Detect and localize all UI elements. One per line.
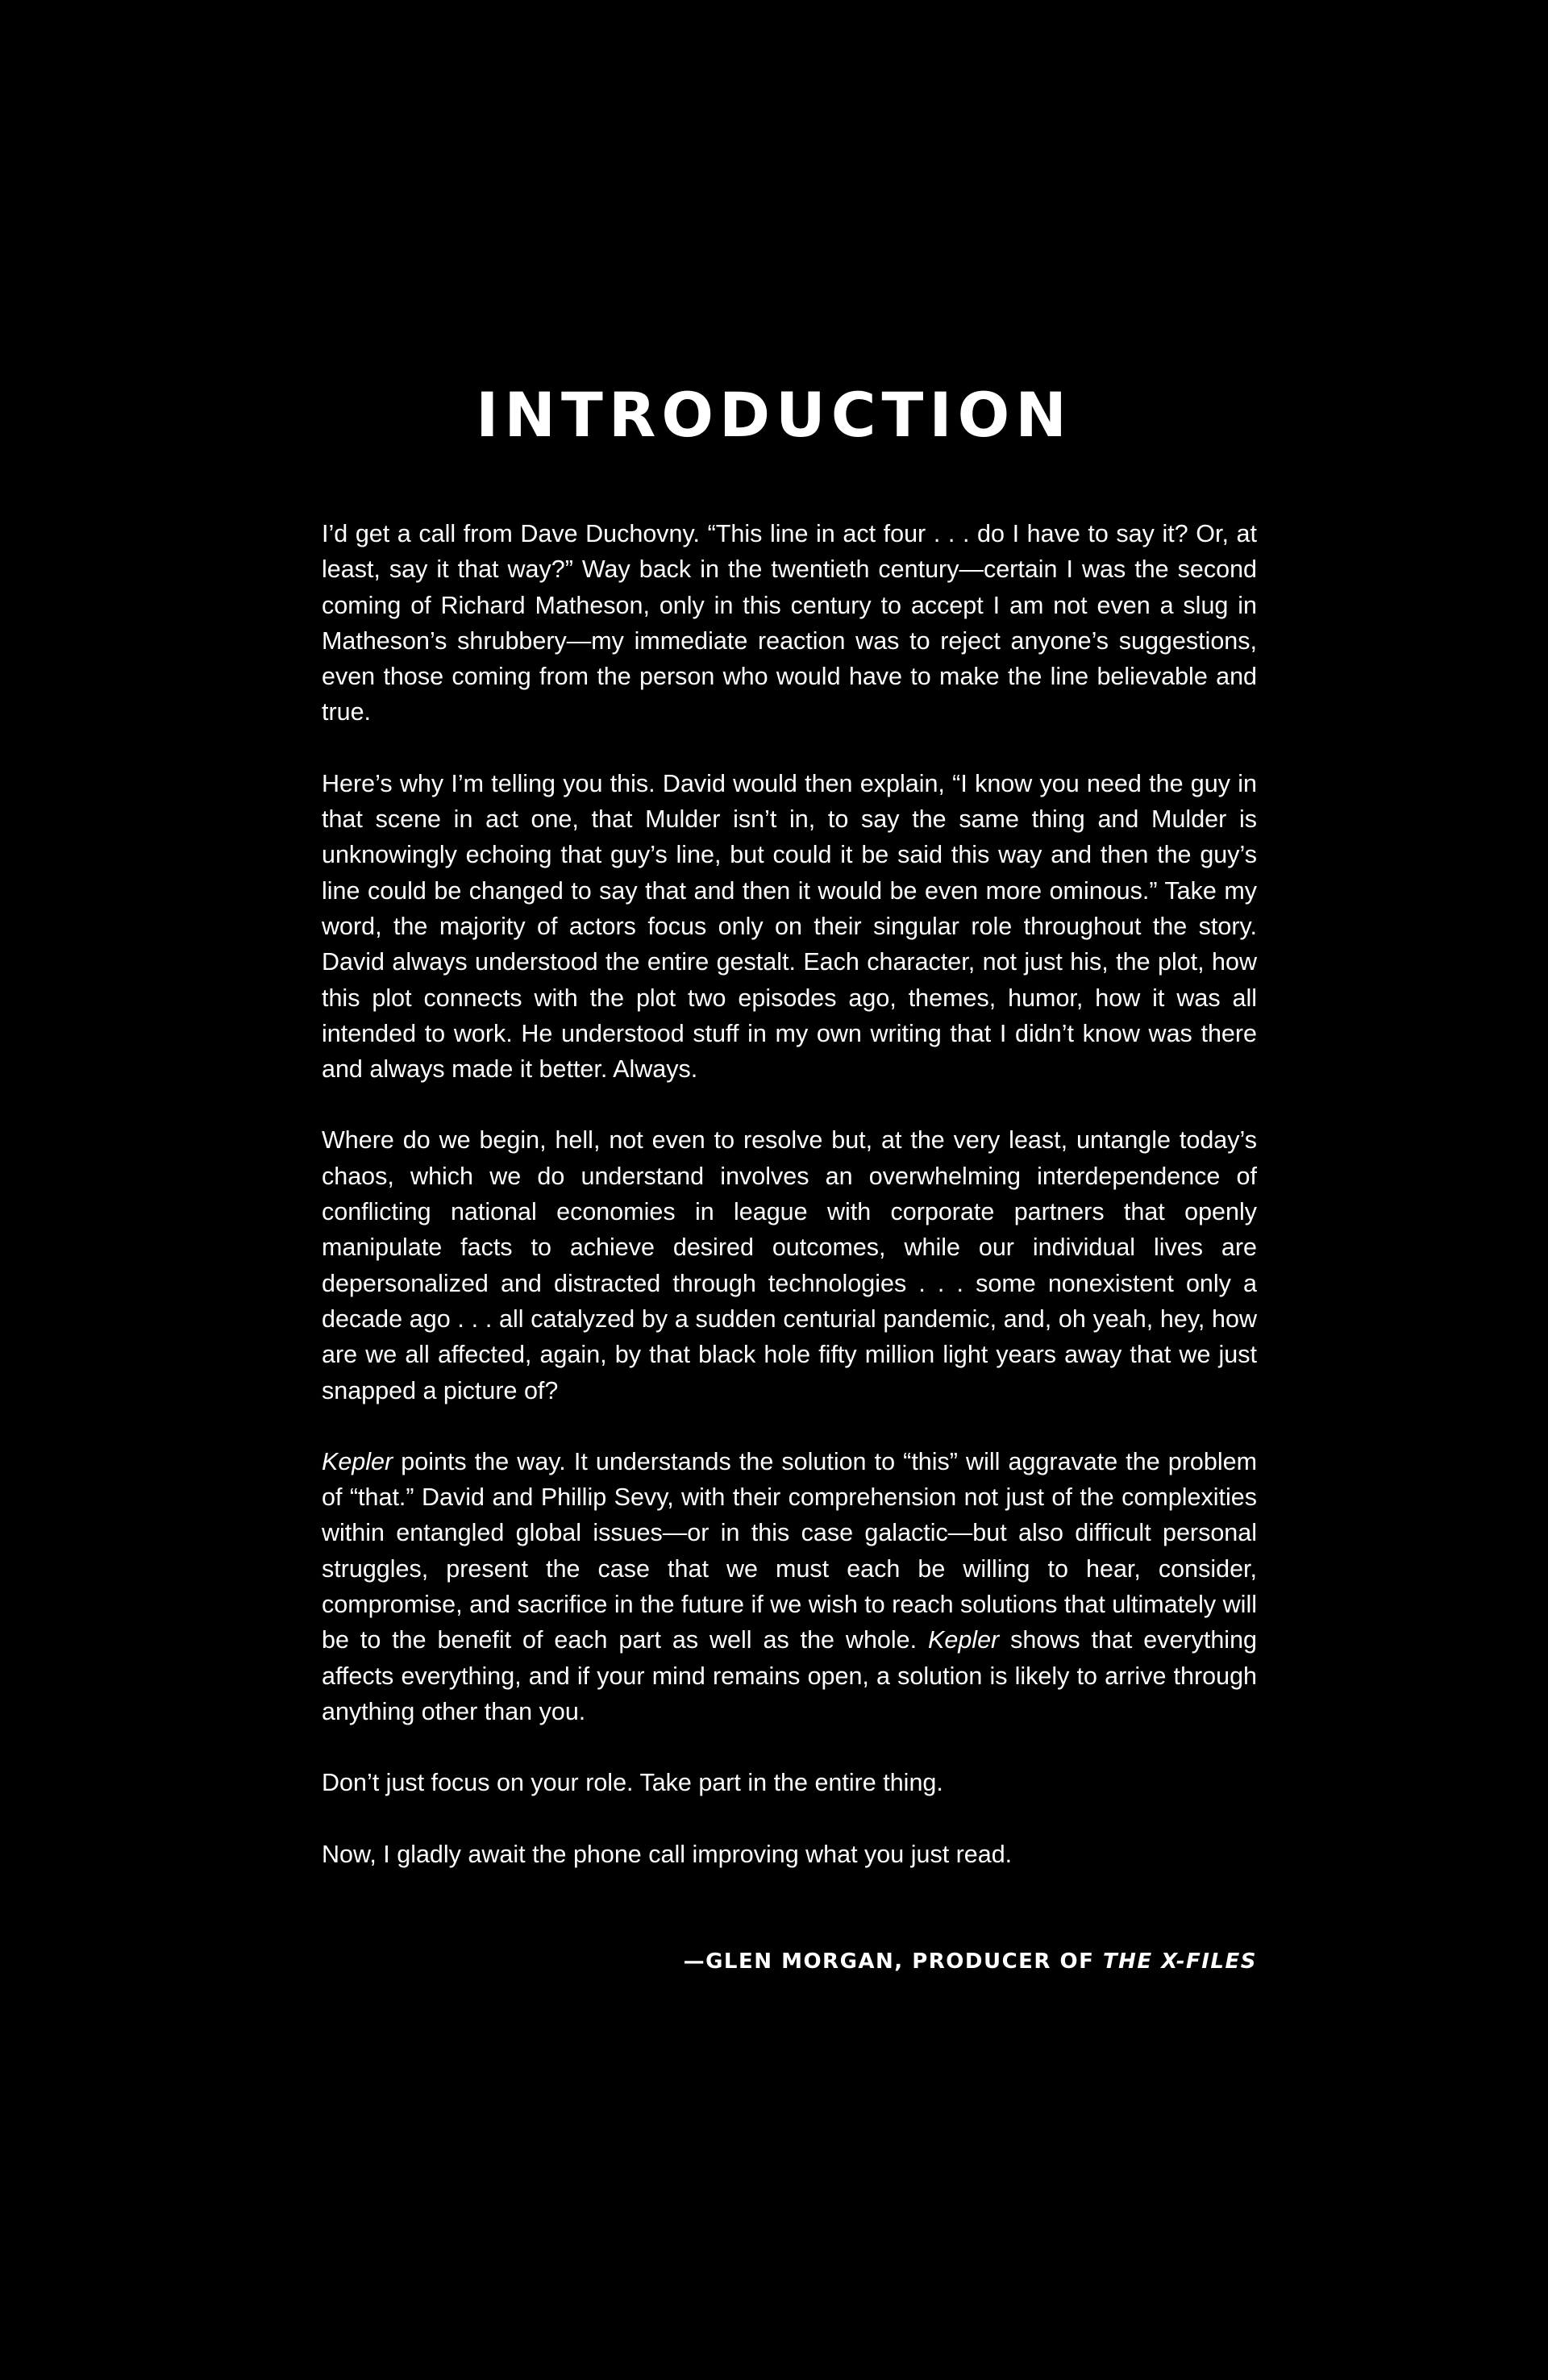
paragraph-6: Now, I gladly await the phone call improving what you just read. bbox=[322, 1840, 1013, 1868]
paragraph-5: Don’t just focus on your role. Take part in the entire thing. bbox=[322, 1769, 943, 1797]
paragraph-4-part-a: points the way. It understands the solution to “this” will aggravate the problem of “that.” David and Phillip Sevy, with their comprehension not just of the complexities within entangled global issues—or in this case galactic—but also difficult personal struggles, present the case that we must each be willing to hear, consider, compromise, and sacrifice in the future if we wish to reach solutions that ultimately will be to the benefit of each part as well as the whole. bbox=[322, 1447, 1257, 1654]
paragraph-4 bbox=[322, 1444, 1257, 1729]
body-text bbox=[322, 516, 1257, 1908]
book-title-kepler: Kepler bbox=[322, 1447, 393, 1475]
signature-prefix: —GLEN MORGAN, PRODUCER OF bbox=[683, 1949, 1103, 1974]
paragraph-1: I’d get a call from Dave Duchovny. “This line in act four . . . do I have to say it? Or, at least, say it that way?” Way back in the twentieth century—certain I was the second coming of Richard Matheson, only in this century to accept I am not even a slug in Matheson’s shrubbery—my immediate reaction was to reject anyone’s suggestions, even those coming from the person who would have to make the line believable and true. bbox=[322, 520, 1257, 726]
paragraph-2: Here’s why I’m telling you this. David would then explain, “I know you need the guy in that scene in act one, that Mulder isn’t in, to say the same thing and Mulder is unknowingly echoing that guy’s line, but could it be said this way and then the guy’s line could be changed to say that and then it would be even more ominous.” Take my word, the majority of actors focus only on their singular role throughout the story. David always understood the entire gestalt. Each character, not just his, the plot, how this plot connects with the plot two episodes ago, themes, humor, how it was all intended to work. He understood stuff in my own writing that I didn’t know was there and always made it better. Always. bbox=[322, 769, 1257, 1084]
page-title: INTRODUCTION bbox=[476, 379, 1072, 451]
show-title: THE X-FILES bbox=[1102, 1949, 1257, 1974]
author-signature bbox=[322, 1945, 1257, 1978]
book-title-kepler: Kepler bbox=[928, 1626, 1000, 1654]
paragraph-3: Where do we begin, hell, not even to resolve but, at the very least, untangle today’s chaos, which we do understand involves an overwhelming interdependence of conflicting national economies in league with corporate partners that openly manipulate facts to achieve desired outcomes, while our individual lives are depersonalized and distracted through technologies . . . some nonexistent only a decade ago . . . all catalyzed by a sudden centurial pandemic, and, oh yeah, hey, how are we all affected, again, by that black hole fifty million light years away that we just snapped a picture of? bbox=[322, 1126, 1257, 1404]
paragraph-4-part-b: shows that everything affects everything, and if your mind remains open, a solution is likely to arrive through anything other than you. bbox=[322, 1626, 1258, 1725]
